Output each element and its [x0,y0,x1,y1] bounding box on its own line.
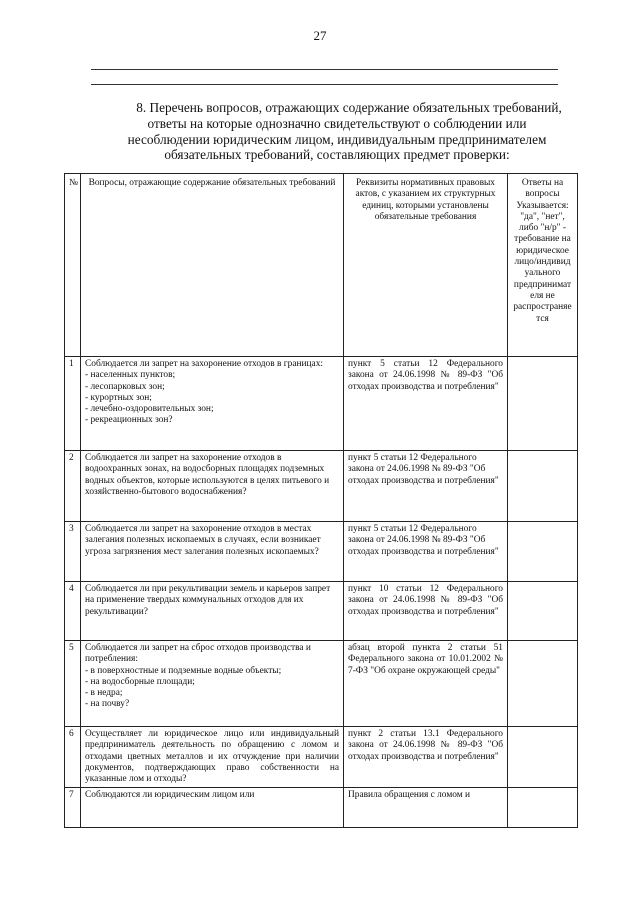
table-header-row [65,174,578,357]
question-item: - лечебно-оздоровительных зон; [85,404,214,415]
row-requisites: пункт 10 статьи 12 Федерального закона от 24.06.1998 № 89-ФЗ "Об отходах производства и потребления" [344,582,508,641]
row-question: Соблюдается ли при рекультивации земель и карьеров запрет на применение твердых коммунальных отходов для их рекультивации? [81,582,344,641]
row-num: 6 [65,727,81,788]
row-answer[interactable] [508,788,578,828]
question-text: Соблюдается ли запрет на захоронение отходов в границах: [85,359,323,369]
row-requisites: пункт 5 статьи 12 Федерального закона от 24.06.1998 № 89-ФЗ "Об отходах производства и потребления" [344,522,508,582]
row-question: Осуществляет ли юридическое лицо или индивидуальный предприниматель деятельность по обращению с ломом и отходами цветных металлов и их отчуждение при наличии документов, подтверждающих право собственности на указанные лом и отходы? [81,727,344,788]
row-question [81,357,344,451]
question-item: - лесопарковых зон; [85,381,165,392]
row-answer[interactable] [508,582,578,641]
row-question [81,641,344,727]
page-number: 27 [313,28,327,43]
row-answer[interactable] [508,522,578,582]
table-row [65,522,578,582]
question-item: - на почву? [85,699,130,710]
requirements-table [64,173,578,828]
row-question: Соблюдаются ли юридическим лицом или [81,788,344,828]
row-requisites: абзац второй пункта 2 статьи 51 Федерального закона от 10.01.2002 № 7-ФЗ "Об охране окружающей среды" [344,641,508,727]
header-question: Вопросы, отражающие содержание обязательных требований [81,174,344,357]
header-num: № [65,174,81,357]
header-rule-top [91,69,558,70]
question-item: - населенных пунктов; [85,370,176,381]
row-answer[interactable] [508,641,578,727]
row-question: Соблюдается ли запрет на захоронение отходов в водоохранных зонах, на водосборных площадях подземных водных объектов, которые используются в целях питьевого и хозяйственно-бытового водоснабжения? [81,451,344,522]
row-requisites: Правила обращения с ломом и [344,788,508,828]
table-row [65,788,578,828]
row-question: Соблюдается ли запрет на захоронение отходов в местах залегания полезных ископаемых в случаях, если возникает угроза загрязнения мест залегания полезных ископаемых? [81,522,344,582]
table-row [65,582,578,641]
header-requisites: Реквизиты нормативных правовых актов, с указанием их структурных единиц, которыми установлены обязательные требования [344,174,508,357]
table-row [65,727,578,788]
row-num: 4 [65,582,81,641]
question-item: - рекреационных зон? [85,415,173,426]
question-item: - в недра; [85,688,123,699]
row-answer[interactable] [508,451,578,522]
row-requisites: пункт 5 статьи 12 Федерального закона от 24.06.1998 № 89-ФЗ "Об отходах производства и потребления" [344,451,508,522]
question-text: Соблюдается ли запрет на сброс отходов производства и потребления: [85,643,311,665]
row-num: 5 [65,641,81,727]
table-row [65,357,578,451]
row-num: 7 [65,788,81,828]
question-item: - курортных зон; [85,392,152,403]
header-answers: Ответы на вопросы Указывается: "да", "нет", либо "н/р" - требование на юридическое лицо/индивид уального предпринимат еля не распространяе тся [508,174,578,357]
section-heading: 8. Перечень вопросов, отражающих содержание обязательных требований, ответы на которые однозначно свидетельствуют о соблюдении или несоблюдении юридическим лицом, индивидуальным предпринимателем обязательных требований, составляющих предмет проверки: [127,100,562,163]
question-item: - на водосборные площади; [85,676,195,687]
question-item: - в поверхностные и подземные водные объекты; [85,665,282,676]
row-requisites: пункт 2 статьи 13.1 Федерального закона от 24.06.1998 № 89-ФЗ "Об отходах производства и потребления" [344,727,508,788]
row-num: 3 [65,522,81,582]
row-requisites: пункт 5 статьи 12 Федерального закона от 24.06.1998 № 89-ФЗ "Об отходах производства и потребления" [344,357,508,451]
header-rule-bottom [91,84,558,85]
table-row [65,641,578,727]
row-num: 1 [65,357,81,451]
row-answer[interactable] [508,357,578,451]
row-answer[interactable] [508,727,578,788]
table-row [65,451,578,522]
row-num: 2 [65,451,81,522]
